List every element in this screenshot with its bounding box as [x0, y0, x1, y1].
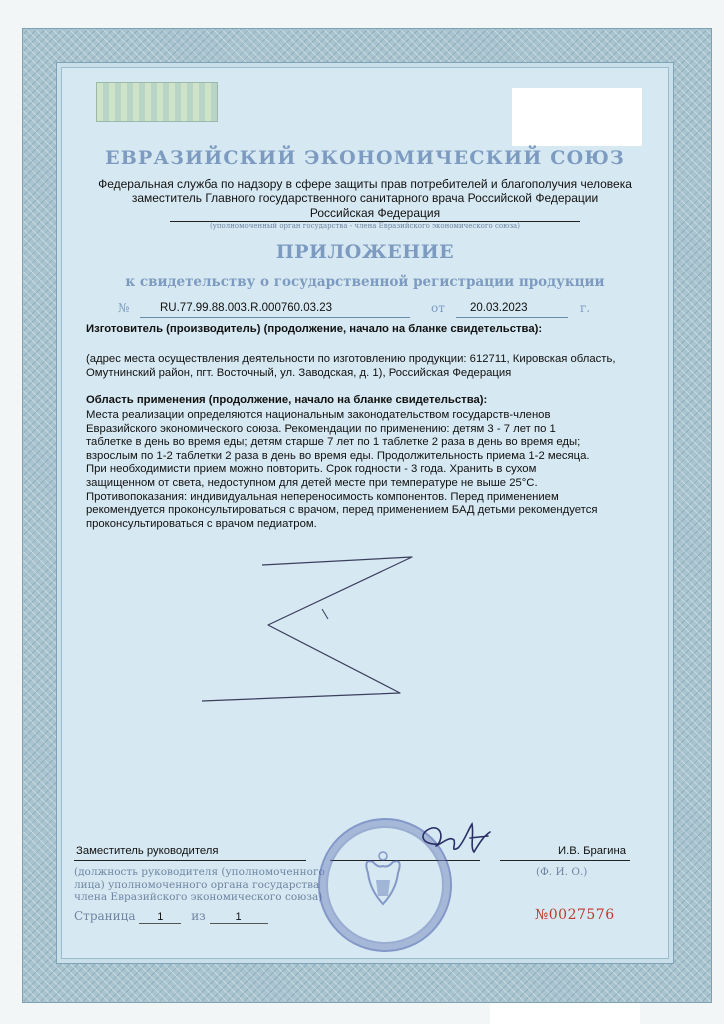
application-line: проконсультироваться с врачом педиатром.	[86, 517, 317, 530]
page-total: 1	[210, 911, 268, 924]
date-underline	[456, 317, 568, 318]
page-counter	[74, 909, 268, 924]
certificate-date: 20.03.2023	[470, 302, 528, 314]
application-line: таблетке в день во время еды; детям старше 7 лет по 1 таблетке 2 раза в день во время еды;	[86, 436, 581, 449]
blank-patch	[512, 88, 642, 146]
union-title: ЕВРАЗИЙСКИЙ ЭКОНОМИЧЕСКИЙ СОЮЗ	[105, 147, 625, 169]
manufacturer-address: (адрес места осуществления деятельности по изготовлению продукции: 612711, Кировская область, Омутнинский район, пгт. Восточный, ул. Заводская, д. 1), Российская Федерация	[86, 353, 616, 379]
position-caption-line: (должность руководителя (уполномоченного	[74, 866, 325, 878]
number-underline	[140, 317, 410, 318]
position-caption-line: члена Евразийского экономического союза)	[74, 891, 323, 903]
name-underline	[500, 860, 630, 861]
position-caption	[74, 866, 325, 904]
application-line: Евразийского экономического союза. Рекомендации по применению: детям 3 - 7 лет по 1	[86, 422, 556, 435]
of-label: из	[191, 909, 206, 923]
application-text	[86, 409, 666, 531]
position-underline	[74, 860, 306, 861]
agency-line-2: заместитель Главного государственного санитарного врача Российской Федерации	[131, 191, 599, 205]
handwritten-signature	[410, 812, 500, 862]
page-label: Страница	[74, 909, 136, 923]
hologram-security-strip	[96, 82, 218, 122]
position-caption-line: лица) уполномоченного органа государства	[74, 878, 320, 891]
name-caption: (Ф. И. О.)	[536, 866, 588, 878]
signatory-position: Заместитель руководителя	[76, 845, 219, 857]
date-label: от	[431, 301, 445, 315]
signatory-name: И.В. Брагина	[558, 845, 627, 857]
application-heading: Область применения (продолжение, начало на бланке свидетельства):	[86, 394, 488, 406]
document-subtitle: к свидетельству о государственной регистрации продукции	[125, 274, 605, 290]
application-line: Противопоказания: индивидуальная непереносимость компонентов. Перед применением	[86, 490, 559, 503]
certificate-number-row	[118, 301, 598, 319]
agency-caption: (уполномоченный орган государства - члена Евразийского экономического союза)	[210, 222, 520, 230]
form-serial-number: №0027576	[535, 907, 615, 923]
document-title: ПРИЛОЖЕНИЕ	[275, 241, 455, 263]
agency-country: Российская Федерация	[170, 206, 580, 222]
year-suffix: г.	[580, 301, 591, 315]
application-line: взрослым по 1-2 таблетки 2 раза в день во время еды. Продолжительность приема 1-2 месяца.	[86, 449, 590, 462]
application-line: Места реализации определяются национальным законодательством государств-членов	[86, 409, 551, 421]
manufacturer-heading: Изготовитель (производитель) (продолжение, начало на бланке свидетельства):	[86, 323, 543, 335]
number-label: №	[118, 301, 130, 315]
page-current: 1	[139, 911, 181, 924]
certificate-number: RU.77.99.88.003.R.000760.03.23	[160, 302, 332, 314]
agency-line-1: Федеральная служба по надзору в сфере защиты прав потребителей и благополучия человека	[98, 177, 632, 191]
application-line: рекомендуется проконсультироваться с врачом, перед применением БАД детьми рекомендуется	[86, 504, 598, 517]
bottom-blank-patch	[490, 1003, 640, 1024]
application-line: защищенном от света, недоступном для детей месте при температуре не выше 25°С.	[86, 476, 538, 489]
z-cancellation-mark	[190, 545, 430, 715]
application-line: При необходимисти прием можно повторить. Срок годности - 3 года. Хранить в сухом	[86, 463, 537, 476]
